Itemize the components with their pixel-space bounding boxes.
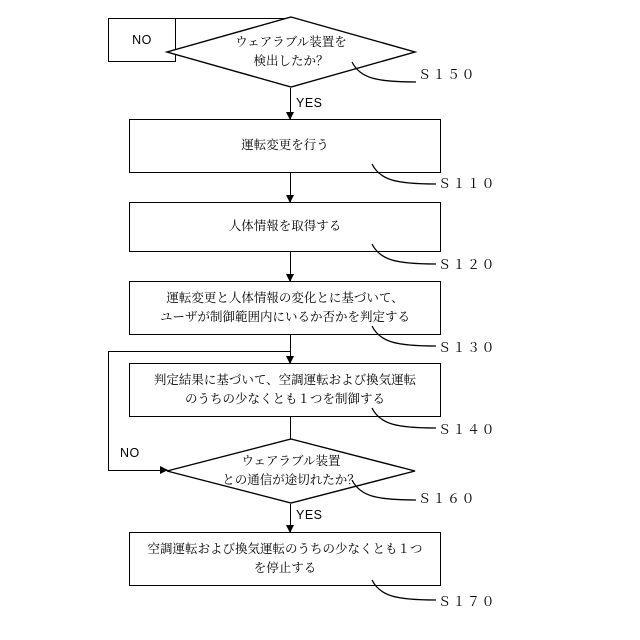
process-s110-line1: 運転変更を行う [241, 138, 329, 153]
process-s170-line2: を停止する [253, 561, 317, 575]
yes-label-s160: YES [296, 508, 323, 522]
leader-s170 [370, 578, 440, 604]
process-s130-label [160, 289, 410, 328]
decision-s150-line1: ウェアラブル装置を [235, 34, 347, 49]
leader-s120 [370, 242, 440, 268]
decision-s150-line2: 検出したか？ [253, 54, 329, 68]
feedback-line-bottom-horizontal-in [108, 470, 168, 471]
step-id-s130: Ｓ１３０ [438, 340, 497, 355]
leader-s140 [370, 406, 440, 432]
process-s130-line2: ユーザが制御範囲内にいるか否かを判定する [159, 310, 410, 324]
step-id-s110: Ｓ１１０ [438, 176, 497, 191]
no-return-box-top-label: NO [132, 33, 152, 47]
yes-label-s150: YES [296, 96, 323, 110]
leader-s160 [350, 478, 420, 504]
step-id-s160: Ｓ１６０ [418, 491, 477, 506]
decision-s160-line1: ウェアラブル装置 [241, 453, 341, 468]
step-id-s150: Ｓ１５０ [418, 67, 477, 82]
process-s170-line1: 空調運転および換気運転のうちの少なくとも１つ [147, 541, 423, 556]
step-id-s140: Ｓ１４０ [438, 422, 497, 437]
feedback-line-bottom-vertical [108, 351, 109, 470]
feedback-line-bottom-horizontal-out [108, 351, 290, 352]
step-id-s170: Ｓ１７０ [438, 594, 497, 609]
process-s140-label [154, 371, 416, 410]
no-label-s160: NO [120, 446, 140, 460]
process-s140-line1: 判定結果に基づいて、空調運転および換気運転 [153, 372, 417, 387]
decision-s160-line2: との通信が途切れたか？ [222, 473, 360, 487]
leader-s110 [370, 162, 440, 188]
process-s170-label [147, 540, 422, 579]
process-s120-line1: 人体情報を取得する [228, 219, 342, 234]
leader-s130 [370, 324, 440, 350]
leader-s150 [350, 60, 420, 86]
process-s140-line2: のうちの少なくとも１つを制御する [184, 392, 385, 406]
process-s130-line1: 運転変更と人体情報の変化とに基づいて、 [166, 290, 404, 305]
step-id-s120: Ｓ１２０ [438, 257, 497, 272]
